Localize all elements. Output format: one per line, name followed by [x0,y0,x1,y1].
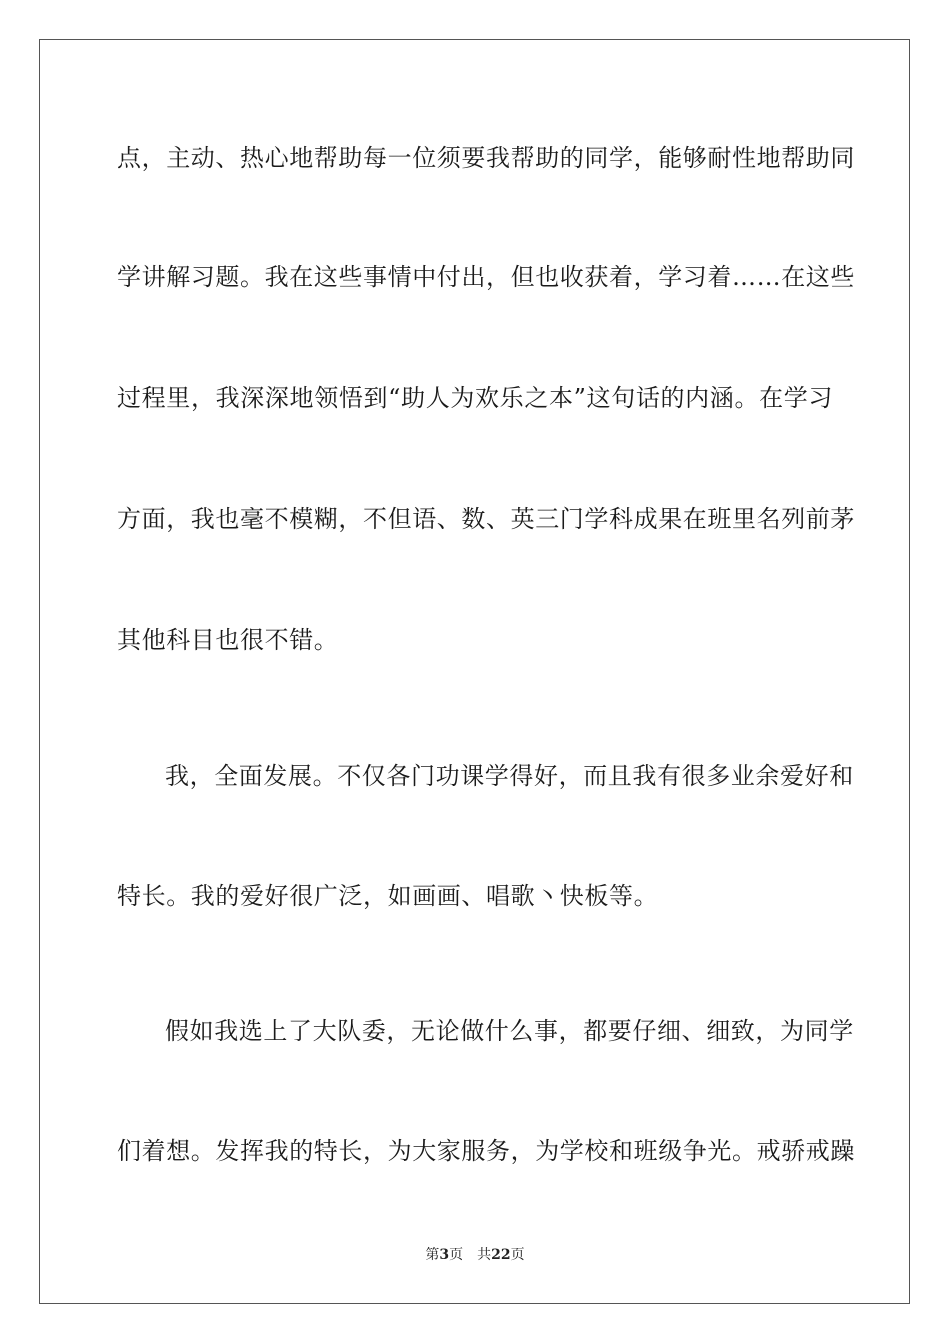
footer-total-prefix: 共 [477,1247,492,1263]
page-footer [0,1246,950,1264]
body-line-3: 过程里，我深深地领悟到“助人为欢乐之本”这句话的内涵。在学习 [117,384,833,412]
footer-total-pages: 22 [491,1247,511,1263]
body-line-4: 方面，我也毫不模糊，不但语、数、英三门学科成果在班里名列前茅 [117,505,855,533]
body-line-9: 们着想。发挥我的特长，为大家服务，为学校和班级争光。戒骄戒躁 [117,1137,855,1165]
body-line-8: 假如我选上了大队委，无论做什么事，都要仔细、细致，为同学 [165,1017,854,1045]
footer-page-suffix: 页 [449,1247,464,1263]
page-frame [39,39,910,1304]
body-line-7: 特长。我的爱好很广泛，如画画、唱歌丶快板等。 [117,882,659,910]
footer-page-number: 3 [439,1247,450,1263]
body-line-1: 点，主动、热心地帮助每一位须要我帮助的同学，能够耐性地帮助同 [117,144,855,172]
footer-page-prefix: 第 [425,1247,440,1263]
body-line-2: 学讲解习题。我在这些事情中付出，但也收获着，学习着……在这些 [117,263,855,291]
footer-total-suffix: 页 [510,1247,525,1263]
body-line-5: 其他科目也很不错。 [117,626,339,654]
body-line-6: 我，全面发展。不仅各门功课学得好，而且我有很多业余爱好和 [165,762,854,790]
